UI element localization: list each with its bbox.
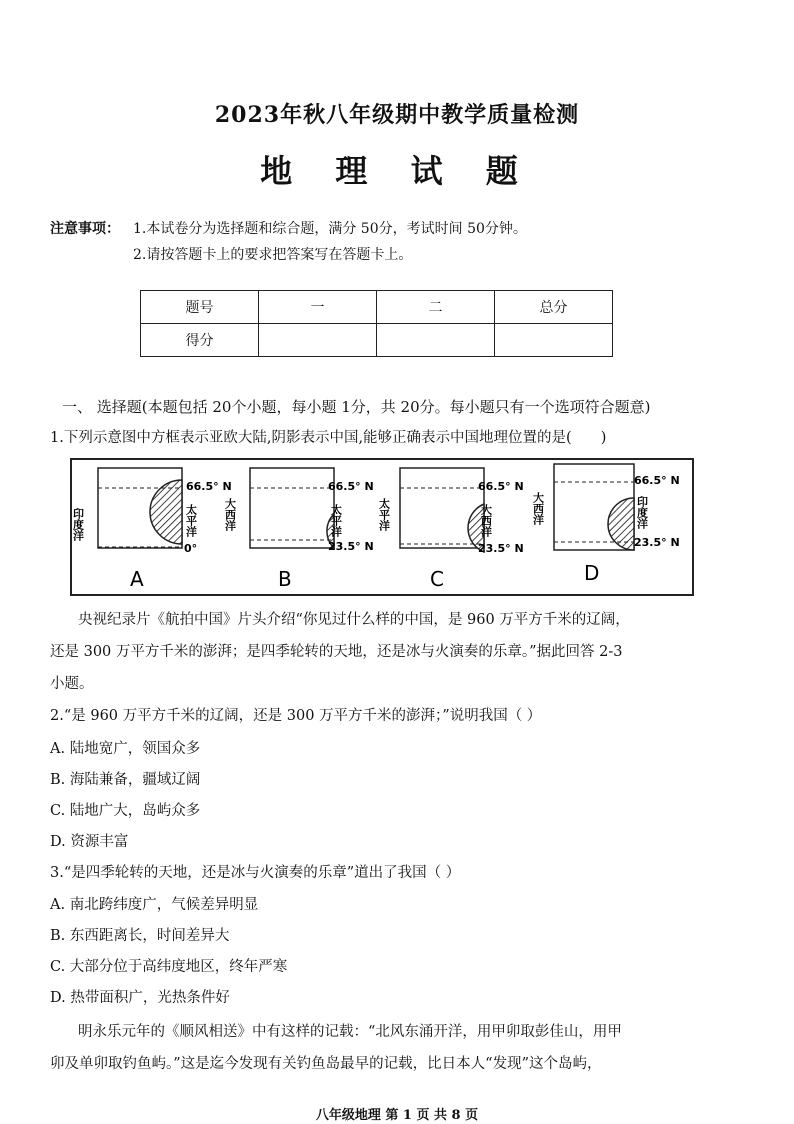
notice-item-1: 1.本试卷分为选择题和综合题，满分 50分，考试时间 50分钟。 xyxy=(133,221,527,237)
ocean-label-right: 大西洋 xyxy=(479,504,493,537)
lat-bottom-label: 23.5° N xyxy=(634,536,680,549)
passage-1-line-1: 央视纪录片《航拍中国》片头介绍“你见过什么样的中国，是 960 万平方千米的辽阔， xyxy=(78,612,630,628)
ocean-label-left: 大西洋 xyxy=(223,498,237,531)
exam-title: 2023年秋八年级期中教学质量检测 xyxy=(214,102,580,128)
score-table-score-row xyxy=(141,324,613,357)
score-cell: 一 xyxy=(259,291,377,324)
passage-1-line-3: 小题。 xyxy=(50,676,94,692)
page-footer: 八年级地理 第 1 页 共 8 页 xyxy=(315,1108,479,1123)
score-cell[interactable] xyxy=(377,324,495,357)
eurasia-frame xyxy=(250,468,334,548)
question-2-option-c[interactable]: C. 陆地广大，岛屿众多 xyxy=(50,803,201,819)
diagram-b xyxy=(224,468,374,591)
section-heading: 一、 选择题(本题包括 20个小题，每小题 1分，共 20分。每小题只有一个选项符合题意) xyxy=(62,398,651,416)
diagram-d xyxy=(532,464,680,585)
lat-bottom-label: 23.5° N xyxy=(328,540,374,553)
score-cell[interactable] xyxy=(259,324,377,357)
subject-title: 地 理 试 题 xyxy=(260,152,534,190)
ocean-label-right: 太平洋 xyxy=(329,504,343,537)
question-2-option-a[interactable]: A. 陆地宽广，领国众多 xyxy=(50,741,201,757)
score-cell: 二 xyxy=(377,291,495,324)
diagram-a xyxy=(72,468,232,591)
question-2-stem: 2.“是 960 万平方千米的辽阔，还是 300 万平方千米的澎湃；”说明我国（ ） xyxy=(50,708,542,724)
ocean-label-left: 大西洋 xyxy=(531,492,545,525)
score-cell: 得分 xyxy=(141,324,259,357)
lat-top-label: 66.5° N xyxy=(478,480,524,493)
score-cell[interactable] xyxy=(495,324,613,357)
question-3-option-c[interactable]: C. 大部分位于高纬度地区，终年严寒 xyxy=(50,959,288,975)
score-cell: 题号 xyxy=(141,291,259,324)
ocean-label-left: 太平洋 xyxy=(377,498,391,531)
diagram-c xyxy=(378,468,524,591)
lat-bottom-label: 23.5° N xyxy=(478,542,524,555)
question-3-option-d[interactable]: D. 热带面积广，光热条件好 xyxy=(50,990,230,1006)
option-label[interactable]: C xyxy=(430,567,444,591)
question-2-option-d[interactable]: D. 资源丰富 xyxy=(50,834,129,850)
ocean-label-right: 太平洋 xyxy=(184,504,198,537)
china-shade xyxy=(150,480,182,544)
notice-label: 注意事项： xyxy=(50,221,120,237)
score-table xyxy=(140,290,613,357)
notice-item-2: 2.请按答题卡上的要求把答案写在答题卡上。 xyxy=(133,247,413,263)
score-cell: 总分 xyxy=(495,291,613,324)
question-3-stem: 3.“是四季轮转的天地，还是冰与火演奏的乐章”道出了我国（ ） xyxy=(50,865,461,881)
ocean-label-right: 印度洋 xyxy=(635,496,649,529)
question-1-figure xyxy=(70,458,694,596)
option-label[interactable]: A xyxy=(130,567,144,591)
passage-1-line-2: 还是 300 万平方千米的澎湃；是四季轮转的天地，还是冰与火演奏的乐章。”据此回答 2-3 xyxy=(50,644,623,660)
option-label[interactable]: D xyxy=(584,561,600,585)
passage-2-line-2: 卯及单卯取钓鱼屿。”这是迄今发现有关钓鱼岛最早的记载，比日本人“发现”这个岛屿， xyxy=(50,1056,602,1072)
option-label[interactable]: B xyxy=(278,567,292,591)
lat-top-label: 66.5° N xyxy=(186,480,232,493)
lat-top-label: 66.5° N xyxy=(634,474,680,487)
passage-2-line-1: 明永乐元年的《顺风相送》中有这样的记载：“北风东涌开洋，用甲卯取彭佳山，用甲 xyxy=(78,1024,622,1040)
question-3-option-a[interactable]: A. 南北跨纬度广，气候差异明显 xyxy=(50,897,259,913)
map-diagrams xyxy=(72,460,692,594)
question-3-option-b[interactable]: B. 东西距离长，时间差异大 xyxy=(50,928,230,944)
lat-bottom-label: 0° xyxy=(184,542,198,555)
question-1-stem: 1.下列示意图中方框表示亚欧大陆,阴影表示中国,能够正确表示中国地理位置的是( ) xyxy=(50,430,607,446)
question-2-option-b[interactable]: B. 海陆兼备，疆域辽阔 xyxy=(50,772,201,788)
score-table-header-row xyxy=(141,291,613,324)
lat-top-label: 66.5° N xyxy=(328,480,374,493)
ocean-label-left: 印度洋 xyxy=(72,508,85,541)
